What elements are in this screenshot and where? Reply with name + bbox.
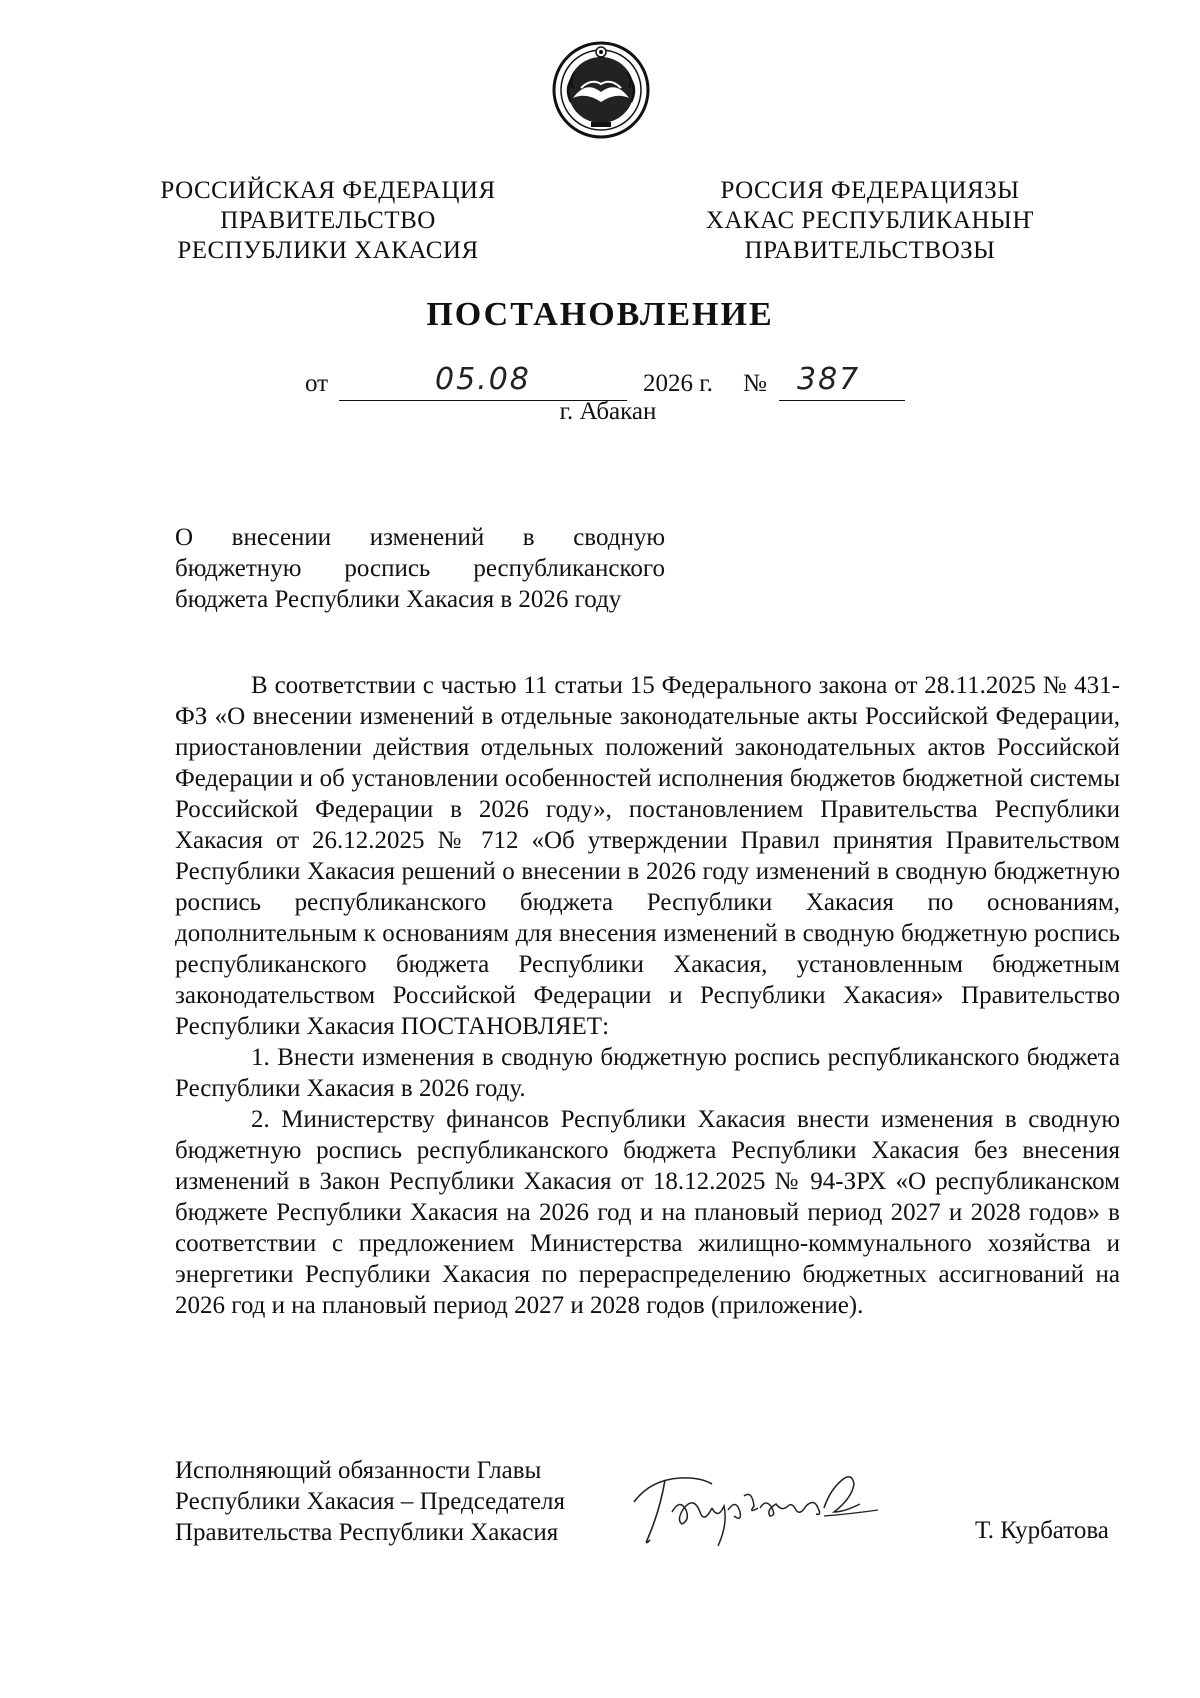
document-title: ПОСТАНОВЛЕНИЕ bbox=[426, 296, 774, 333]
header-line: ПРАВИТЕЛЬСТВО bbox=[220, 207, 436, 234]
number-handwritten: 387 bbox=[797, 362, 861, 397]
subject-line: О внесении изменений в сводную bbox=[175, 524, 665, 551]
number-sign: № bbox=[743, 370, 767, 397]
subject-line: бюджетную роспись республиканского bbox=[175, 555, 665, 582]
issuer-header-russian bbox=[148, 176, 508, 266]
body-paragraph: 2. Министерству финансов Республики Хакасия внести изменения в сводную бюджетную роспись республиканского бюджета Республики Хакасия без внесения изменений в Закон Республики Хакасия от 18.12.2025 № 94-ЗРХ «О республиканском бюджете Республики Хакасия на 2026 год и на плановый период 2027 и 2028 годов» в соответствии с предложением Министерства жилищно-коммунального хозяйства и энергетики Республики Хакасия по перераспределению бюджетных ассигнований на 2026 год и на плановый период 2027 и 2028 годов (приложение). bbox=[175, 1106, 1120, 1319]
handwritten-signature bbox=[620, 1450, 910, 1560]
coat-of-arms-icon bbox=[551, 40, 651, 140]
date-handwritten: 05.08 bbox=[435, 362, 531, 397]
issuer-header-khakas bbox=[690, 176, 1050, 266]
subject-line: бюджета Республики Хакасия в 2026 году bbox=[175, 586, 622, 613]
document-body bbox=[175, 670, 1120, 1321]
position-line: Правительства Республики Хакасия bbox=[175, 1519, 559, 1546]
city-name: г. Абакан bbox=[559, 398, 657, 425]
date-year: 2026 г. bbox=[643, 370, 713, 397]
body-paragraph: В соответствии с частью 11 статьи 15 Федерального закона от 28.11.2025 № 431-ФЗ «О внесении изменений в отдельные законодательные акты Российской Федерации, приостановлении действия отдельных положений законодательных актов Российской Федерации и об установлении особенностей исполнения бюджетов бюджетной системы Российской Федерации в 2026 году», постановлением Правительства Республики Хакасия от 26.12.2025 № 712 «Об утверждении Правил принятия Правительством Республики Хакасия решений о внесении в 2026 году изменений в сводную бюджетную роспись республиканского бюджета Республики Хакасия по основаниям, дополнительным к основаниям для внесения изменений в сводную бюджетную роспись республиканского бюджета Республики Хакасия, установленным бюджетным законодательством Российской Федерации и Республики Хакасия» Правительство Республики Хакасия ПОСТАНОВЛЯЕТ: bbox=[175, 672, 1120, 1040]
header-line: РОССИЙСКАЯ ФЕДЕРАЦИЯ bbox=[160, 177, 496, 204]
document-subject bbox=[175, 522, 665, 615]
header-line: РЕСПУБЛИКИ ХАКАСИЯ bbox=[177, 237, 479, 264]
body-paragraph: 1. Внести изменения в сводную бюджетную роспись республиканского бюджета Республики Хакасия в 2026 году. bbox=[175, 1044, 1120, 1102]
header-line: ПРАВИТЕЛЬСТВОЗЫ bbox=[744, 237, 996, 264]
header-line: РОССИЯ ФЕДЕРАЦИЯЗЫ bbox=[720, 177, 1020, 204]
position-line: Исполняющий обязанности Главы bbox=[175, 1457, 542, 1484]
position-line: Республики Хакасия – Председателя bbox=[175, 1488, 566, 1515]
header-line: ХАКАС РЕСПУБЛИКАНЫҤ bbox=[705, 207, 1035, 234]
date-from-label: от bbox=[305, 370, 329, 397]
signatory-position bbox=[175, 1455, 565, 1548]
signer-name: Т. Курбатова bbox=[975, 1517, 1109, 1544]
